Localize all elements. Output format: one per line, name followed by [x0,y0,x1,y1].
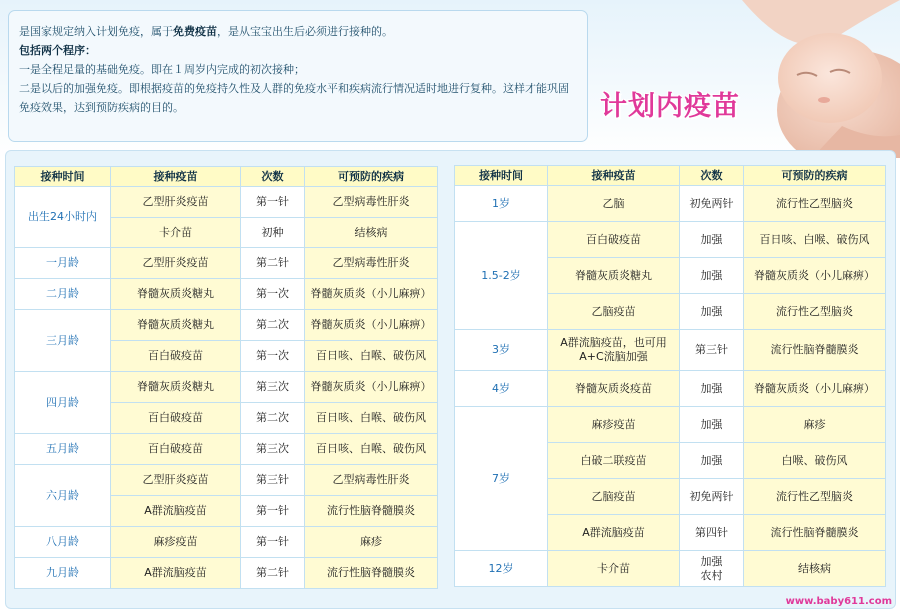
table-row [455,330,886,371]
cell-vaccine: 麻疹疫苗 [111,527,241,558]
baby-illustration [592,0,900,158]
table-header-row [455,166,886,186]
cell-dose: 第二针 [241,248,305,279]
cell-disease: 百日咳、白喉、破伤风 [305,403,438,434]
cell-disease: 百日咳、白喉、破伤风 [305,434,438,465]
header-disease: 可预防的疾病 [305,167,438,187]
free-vaccine-highlight: 免费疫苗 [173,25,217,38]
cell-dose: 第一针 [241,496,305,527]
cell-disease: 流行性脑脊髓膜炎 [305,496,438,527]
cell-dose: 第一针 [241,187,305,218]
table-row [15,248,438,279]
table-row [455,551,886,587]
cell-dose: 第二次 [241,310,305,341]
table-row [15,527,438,558]
cell-time: 4岁 [455,371,548,407]
cell-vaccine: 乙脑 [548,186,680,222]
cell-disease: 脊髓灰质炎（小儿麻痹） [744,371,886,407]
table-row [455,371,886,407]
cell-dose: 第三针 [680,330,744,371]
cell-disease: 流行性脑脊髓膜炎 [744,515,886,551]
cell-vaccine: A群流脑疫苗 [111,558,241,589]
cell-time: 二月龄 [15,279,111,310]
cell-dose: 第二次 [241,403,305,434]
cell-time: 出生24小时内 [15,187,111,248]
cell-vaccine: A群流脑疫苗 [111,496,241,527]
intro-text: 是国家规定纳入计划免疫，属于 [19,25,173,38]
cell-time: 五月龄 [15,434,111,465]
intro-line-basic: 一是全程足量的基础免疫。即在１周岁内完成的初次接种； [19,63,305,76]
cell-dose: 加强 [680,407,744,443]
cell-dose: 第三针 [241,465,305,496]
cell-vaccine: 脊髓灰质炎糖丸 [111,372,241,403]
header-dose: 次数 [241,167,305,187]
cell-vaccine: 卡介苗 [548,551,680,587]
table-row [15,372,438,403]
cell-vaccine: 卡介苗 [111,218,241,248]
cell-dose: 第一次 [241,279,305,310]
cell-vaccine: A群流脑疫苗，也可用A+C流脑加强 [548,330,680,371]
cell-vaccine: 百白破疫苗 [548,222,680,258]
intro-subheading: 包括两个程序： [19,44,96,57]
cell-vaccine: 百白破疫苗 [111,403,241,434]
cell-dose: 第三次 [241,434,305,465]
cell-time: 1岁 [455,186,548,222]
table-row [15,558,438,589]
cell-dose: 加强 [680,371,744,407]
cell-time: 12岁 [455,551,548,587]
cell-disease: 脊髓灰质炎（小儿麻痹） [744,258,886,294]
intro-line-1 [19,22,577,41]
cell-dose: 第一次 [241,341,305,372]
cell-dose: 第一针 [241,527,305,558]
cell-time: 1.5-2岁 [455,222,548,330]
banner-title: 计划内疫苗 [600,91,740,122]
cell-vaccine: 乙脑疫苗 [548,294,680,330]
table-row [455,222,886,258]
cell-disease: 流行性脑脊髓膜炎 [744,330,886,371]
header-time: 接种时间 [455,166,548,186]
cell-disease: 乙型病毒性肝炎 [305,187,438,218]
site-watermark: www.baby611.com [785,596,892,607]
header-disease: 可预防的疾病 [744,166,886,186]
header-dose: 次数 [680,166,744,186]
cell-disease: 乙型病毒性肝炎 [305,465,438,496]
table-row [15,465,438,496]
cell-vaccine: 麻疹疫苗 [548,407,680,443]
table-row [455,186,886,222]
cell-disease: 结核病 [744,551,886,587]
vaccine-table-left [14,166,438,589]
cell-vaccine: 百白破疫苗 [111,341,241,372]
cell-vaccine: 脊髓灰质炎糖丸 [111,310,241,341]
cell-time: 7岁 [455,407,548,551]
cell-disease: 麻疹 [744,407,886,443]
table-header-row [15,167,438,187]
cell-vaccine: 乙型肝炎疫苗 [111,187,241,218]
cell-disease: 百日咳、白喉、破伤风 [744,222,886,258]
cell-disease: 白喉、破伤风 [744,443,886,479]
cell-disease: 结核病 [305,218,438,248]
cell-disease: 脊髓灰质炎（小儿麻痹） [305,310,438,341]
cell-vaccine: 脊髓灰质炎糖丸 [111,279,241,310]
header-vaccine: 接种疫苗 [111,167,241,187]
cell-dose: 初种 [241,218,305,248]
cell-dose: 初免两针 [680,186,744,222]
vaccine-table-right [454,165,886,587]
cell-disease: 脊髓灰质炎（小儿麻痹） [305,279,438,310]
cell-time: 四月龄 [15,372,111,434]
banner [592,0,900,158]
table-row [15,279,438,310]
cell-dose: 加强 [680,258,744,294]
cell-dose: 初免两针 [680,479,744,515]
cell-vaccine: 脊髓灰质炎疫苗 [548,371,680,407]
intro-text: ，是从宝宝出生后必须进行接种的。 [217,25,393,38]
cell-vaccine: 百白破疫苗 [111,434,241,465]
cell-disease: 百日咳、白喉、破伤风 [305,341,438,372]
cell-vaccine: 乙型肝炎疫苗 [111,248,241,279]
cell-disease: 脊髓灰质炎（小儿麻痹） [305,372,438,403]
cell-dose: 加强 [680,222,744,258]
cell-dose: 加强 [680,294,744,330]
cell-dose: 第三次 [241,372,305,403]
cell-disease: 乙型病毒性肝炎 [305,248,438,279]
cell-time: 三月龄 [15,310,111,372]
cell-vaccine: A群流脑疫苗 [548,515,680,551]
cell-time: 八月龄 [15,527,111,558]
cell-dose: 加强 农村 [680,551,744,587]
cell-dose: 第二针 [241,558,305,589]
cell-vaccine: 乙脑疫苗 [548,479,680,515]
table-row [15,187,438,218]
cell-time: 3岁 [455,330,548,371]
cell-vaccine: 脊髓灰质炎糖丸 [548,258,680,294]
cell-vaccine: 白破二联疫苗 [548,443,680,479]
cell-vaccine: 乙型肝炎疫苗 [111,465,241,496]
cell-disease: 流行性脑脊髓膜炎 [305,558,438,589]
cell-time: 九月龄 [15,558,111,589]
cell-disease: 麻疹 [305,527,438,558]
table-row [455,407,886,443]
cell-dose: 第四针 [680,515,744,551]
cell-time: 一月龄 [15,248,111,279]
intro-line-booster: 二是以后的加强免疫。即根据疫苗的免疫持久性及人群的免疫水平和疾病流行情况适时地进行复种。这样才能巩固免疫效果，达到预防疾病的目的。 [19,82,569,114]
intro-panel [8,10,588,142]
table-row [15,310,438,341]
cell-disease: 流行性乙型脑炎 [744,479,886,515]
table-row [15,434,438,465]
cell-time: 六月龄 [15,465,111,527]
cell-disease: 流行性乙型脑炎 [744,294,886,330]
cell-dose: 加强 [680,443,744,479]
header-vaccine: 接种疫苗 [548,166,680,186]
header-time: 接种时间 [15,167,111,187]
cell-disease: 流行性乙型脑炎 [744,186,886,222]
